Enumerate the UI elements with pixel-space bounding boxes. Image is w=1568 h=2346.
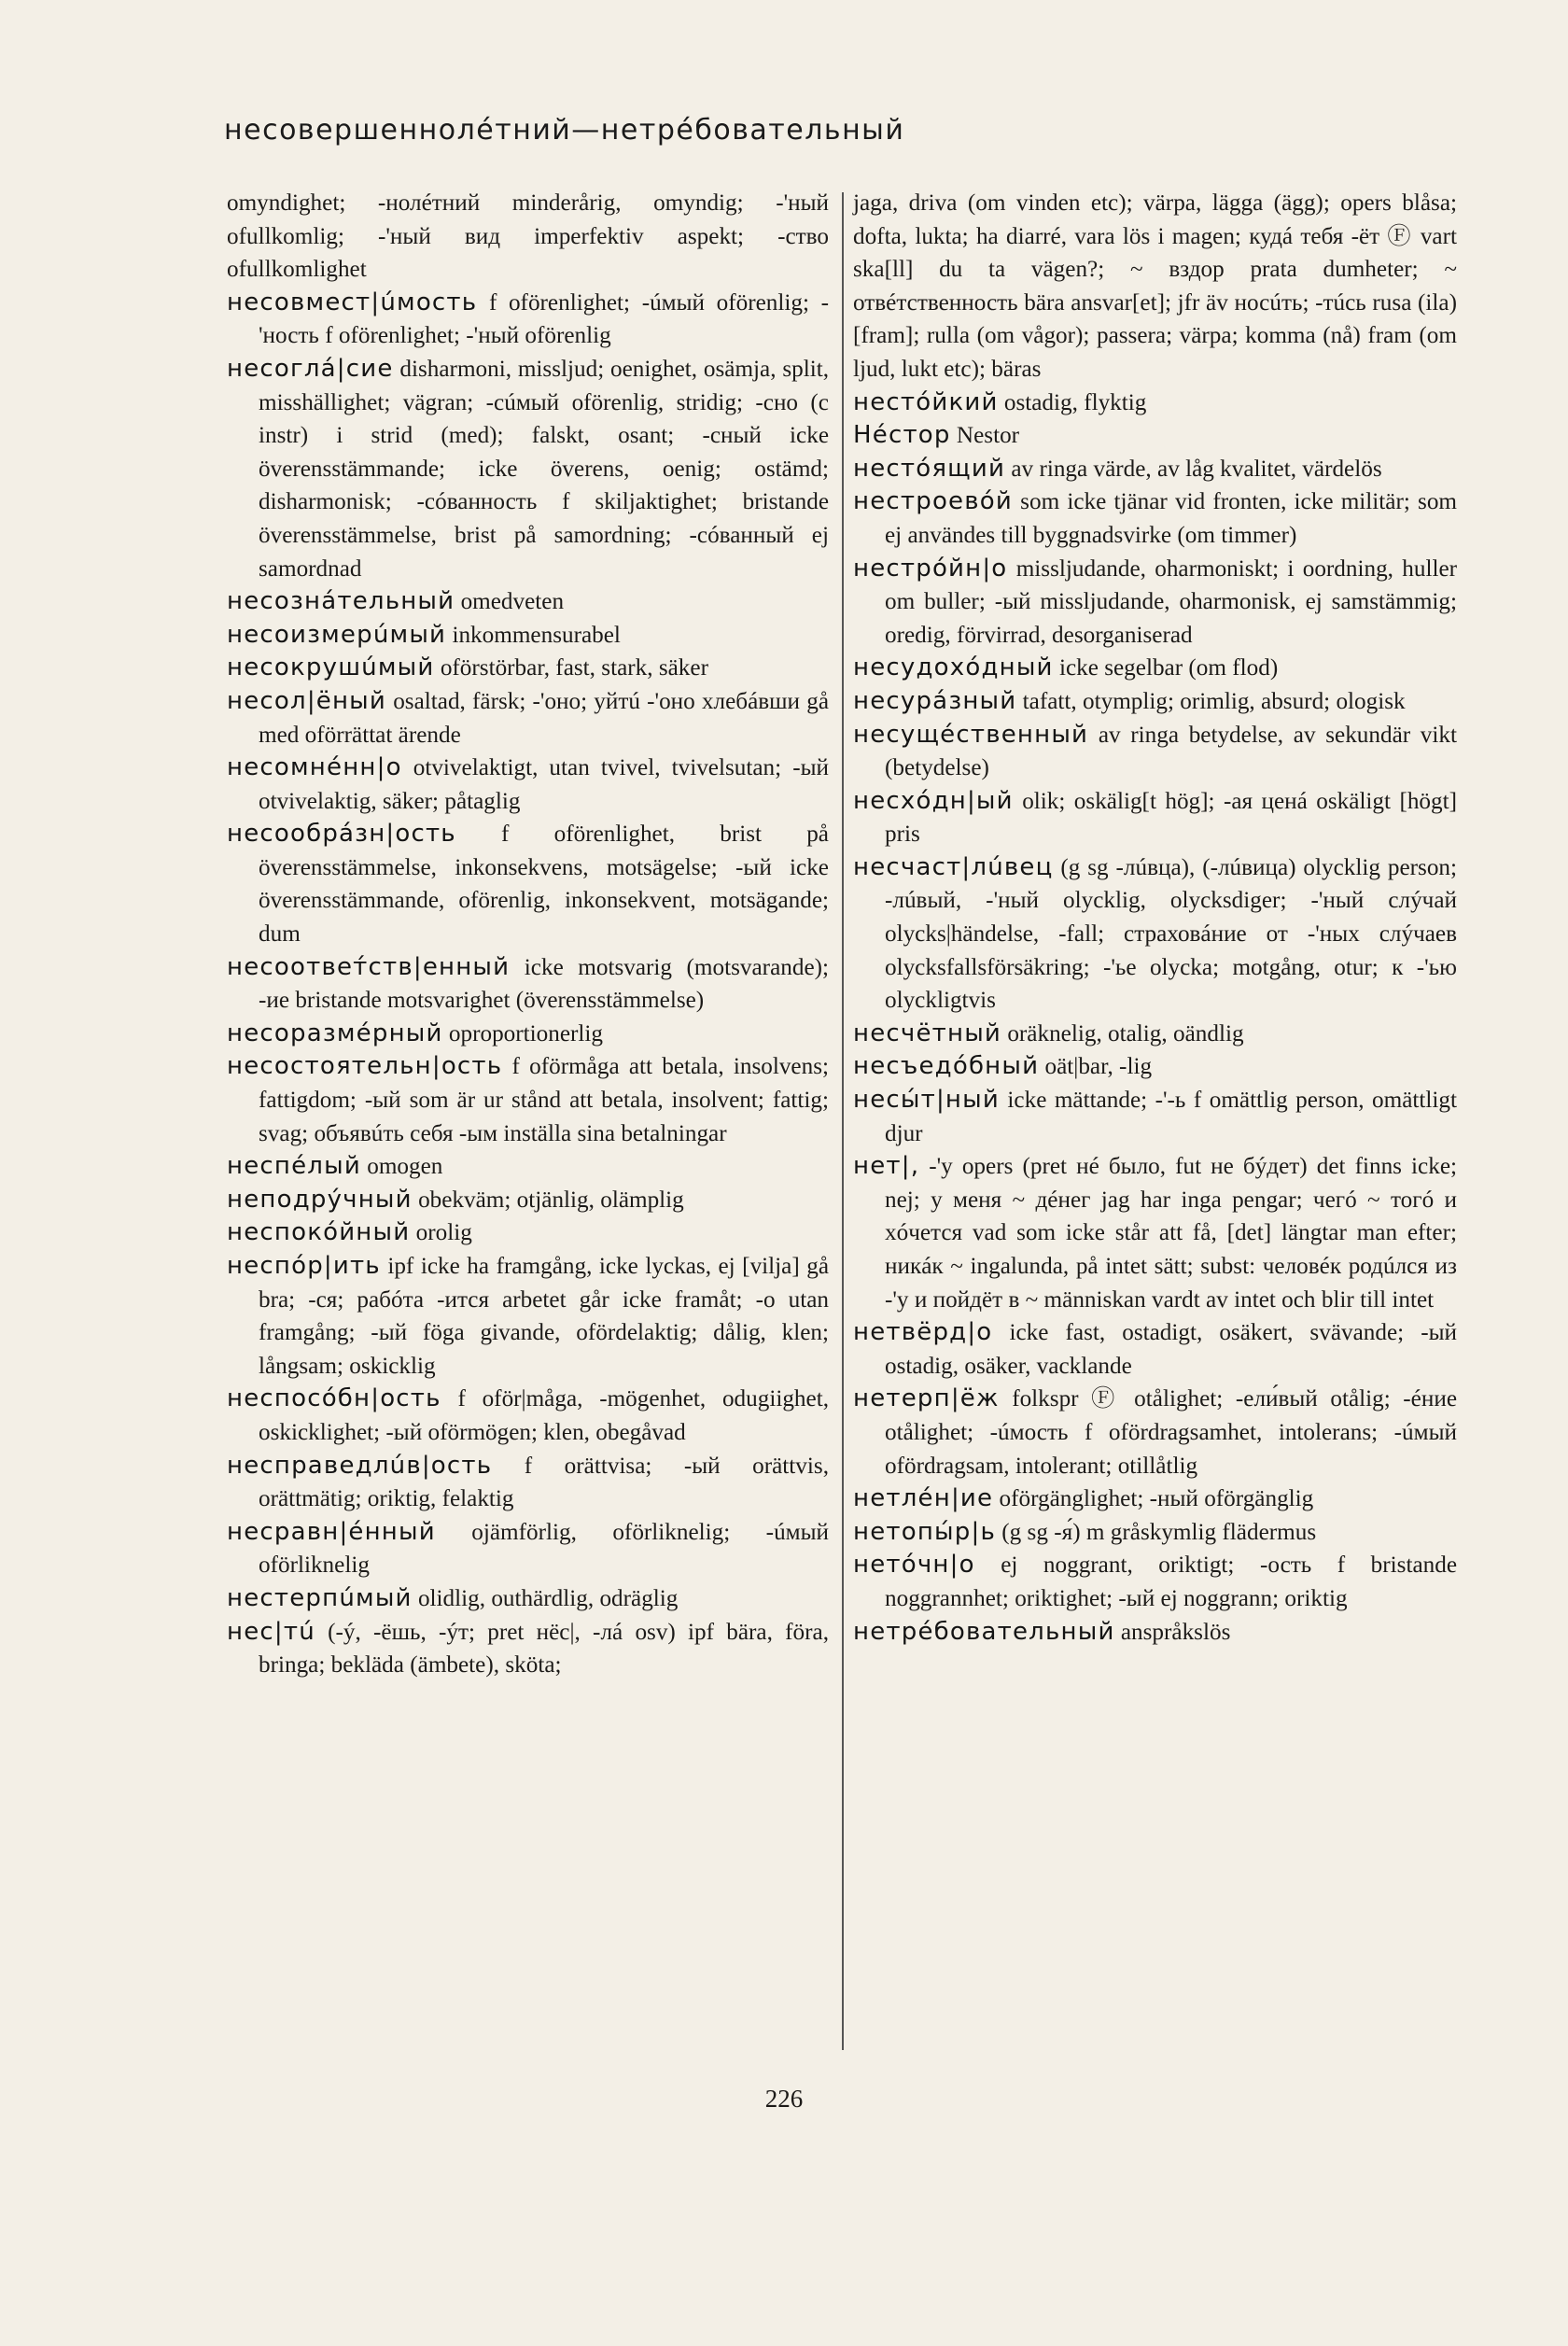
dictionary-entry <box>853 1018 1457 1051</box>
entry-definition: oförstörbar, fast, stark, säker <box>440 655 708 681</box>
dictionary-entry <box>227 652 829 685</box>
dictionary-entry <box>853 1084 1457 1150</box>
entry-definition: av ringa värde, av låg kvalitet, värdelös <box>1011 456 1382 482</box>
entry-definition: missljudande, oharmoniskt; i oordning, huller om buller; -ый missljudande, oharmonisk, ej samstämmig; oredig, förvirrad, desorganiserad <box>885 555 1458 648</box>
dictionary-entry <box>227 752 829 818</box>
entry-definition: icke segelbar (om flod) <box>1058 655 1279 681</box>
entry-headword: несовмест|úмость <box>227 288 478 316</box>
entry-definition: osaltad, färsk; -'оно; уйтú -'оно хлебáвши gå med oförrättat ärende <box>259 688 829 748</box>
entry-definition: ipf icke ha framgång, icke lyckas, ej [vilja] gå bra; -ся; рабóта -ится arbetet går icke framåt; -о utan framgång; -ый föga givande, ofördelaktig; dålig, klen; långsam; oskicklig <box>259 1254 830 1379</box>
dictionary-entry <box>853 1050 1457 1084</box>
left-column <box>227 187 829 1682</box>
entry-headword: несоразмéрный <box>227 1018 443 1047</box>
dictionary-entry <box>227 353 829 585</box>
entry-definition: (g sg -лúвца), (-лúвица) olycklig person; -лúвый, -'ный olycklig, olycksdiger; -'ный слýчай olycks|händelse, -fall; страховáние от -'ных слýчаев olycksfallsförsäkring; -'ье olycka; motgång, otur; к -'ью olyckligtvis <box>885 854 1458 1014</box>
entry-definition: (g sg -я́) m gråskymlig flädermus <box>1001 1519 1317 1545</box>
dictionary-entry <box>227 818 829 950</box>
dictionary-entry <box>227 187 829 287</box>
entry-definition: f orättvisa; -ый orättvis, orättmätig; oriktig, felaktig <box>259 1453 829 1512</box>
dictionary-entry <box>853 1616 1457 1650</box>
dictionary-entry <box>853 1549 1457 1615</box>
entry-headword: нес|тú <box>227 1617 315 1646</box>
entry-headword: неспосóбн|ость <box>227 1384 441 1413</box>
dictionary-entry <box>227 1616 829 1682</box>
entry-definition: -'у opers (pret нé было, fut не бýдет) det finns icke; nej; у меня ~ дéнег jag har inga pengar; чегó ~ тогó и хóчется vad som icke står att få, [det] längtar man efter; никáк ~ ingalunda, på intet sätt; subst: человéк родúлся из -'у и пойдёт в ~ människan vardt av intet och blir till intet <box>885 1154 1457 1313</box>
entry-headword: нестроевóй <box>853 487 1013 516</box>
entry-headword: нетлéн|ие <box>853 1484 994 1513</box>
entry-definition: orolig <box>415 1220 472 1246</box>
entry-definition: olik; oskälig[t hög]; -ая ценá oskäligt [högt] pris <box>885 788 1458 848</box>
entry-headword: неспéлый <box>227 1152 361 1181</box>
entry-definition: omyndighet; -нолéтний minderårig, omyndig; -'ный ofullkomlig; -'ный вид imperfektiv aspekt; -ство ofullkomlighet <box>227 190 829 283</box>
entry-definition: anspråkslös <box>1120 1619 1231 1645</box>
entry-definition: icke fast, ostadigt, osäkert, svävande; -ый ostadig, osäker, vacklande <box>885 1320 1457 1379</box>
dictionary-entry <box>853 187 1457 386</box>
dictionary-entry <box>853 386 1457 420</box>
dictionary-entry <box>227 1250 829 1383</box>
entry-definition: icke motsvarig (motsvarande); -ие bristande motsvarighet (överensstämmelse) <box>259 954 830 1014</box>
entry-headword: несомнéнн|о <box>227 753 402 782</box>
entry-definition: oproportionerlig <box>448 1020 603 1047</box>
entry-definition: ej noggrant, oriktigt; -ость f bristande noggrannhet; oriktighet; -ый ej noggrann; oriktig <box>885 1552 1457 1611</box>
entry-headword: несправедлúв|ость <box>227 1451 493 1480</box>
dictionary-entry <box>853 1516 1457 1550</box>
entry-headword: нетерп|ёж <box>853 1384 1000 1413</box>
entry-definition: f oförenlighet; -úмый oförenlig; -'ность f oförenlighet; -'ный oförenlig <box>259 289 830 349</box>
dictionary-entry <box>227 685 829 752</box>
entry-headword: несол|ёный <box>227 686 386 715</box>
entry-headword: несоизмерúмый <box>227 620 447 649</box>
dictionary-entry <box>227 1216 829 1250</box>
dictionary-entry <box>853 1383 1457 1482</box>
dictionary-entry <box>853 1150 1457 1316</box>
dictionary-entry <box>853 1482 1457 1516</box>
entry-definition: folkspr Ⓕ otålighet; -ели́вый otålig; -éние otålighet; -úмость f ofördragsamhet, intolerans; -úмый ofördragsam, intolerant; otillåtlig <box>885 1386 1457 1479</box>
entry-headword: нетрéбовательный <box>853 1617 1115 1646</box>
entry-headword: несущéственный <box>853 720 1089 749</box>
dictionary-entry <box>227 619 829 653</box>
dictionary-entry <box>853 553 1457 653</box>
dictionary-entry <box>227 1516 829 1582</box>
entry-headword: несравн|éнный <box>227 1517 436 1546</box>
entry-definition: obekväm; otjänlig, olämplig <box>418 1187 684 1213</box>
dictionary-entry <box>227 585 829 619</box>
right-column <box>853 187 1457 1649</box>
entry-headword: несостоятельн|ость <box>227 1052 503 1081</box>
entry-headword: неспокóйный <box>227 1218 411 1247</box>
entry-definition: tafatt, otymplig; orimlig, absurd; ologisk <box>1022 688 1406 714</box>
entry-headword: нестрóйн|о <box>853 554 1008 583</box>
entry-definition: omogen <box>367 1154 443 1180</box>
entry-definition: oförgänglighet; -ный oförgänglig <box>999 1486 1314 1512</box>
entry-definition: ostadig, flyktig <box>1003 389 1147 415</box>
dictionary-entry <box>227 1018 829 1051</box>
dictionary-entry <box>227 1383 829 1449</box>
dictionary-entry <box>853 785 1457 851</box>
entry-definition: omedveten <box>460 589 565 615</box>
dictionary-entry <box>227 287 829 353</box>
entry-headword: неподрýчный <box>227 1185 413 1214</box>
entry-headword: несудохóдный <box>853 653 1054 682</box>
entry-headword: нестерпúмый <box>227 1583 413 1612</box>
entry-definition: f oförmåga att betala, insolvens; fattigdom; -ый som är ur stånd att betala, insolvent; fattig; svag; объявúть себя -ым inställa sina betalningar <box>259 1054 830 1146</box>
entry-definition: jaga, driva (om vinden etc); värpa, lägga (ägg); opers blåsa; dofta, lukta; ha diarré, vara lös i magen; кудá тебя -ёт Ⓕ vart ska[ll] du ta vägen?; ~ вздор prata dumheter; ~ отвéтственность bära ansvar[et]; jfr äv носúть; -тúсь rusa (ila) [fram]; rulla (om vågor); passera; värpa; komma (nå) fram (om ljud, lukt etc); bäras <box>853 190 1457 382</box>
entry-headword: нестóйкий <box>853 387 999 416</box>
dictionary-entry <box>227 1184 829 1217</box>
entry-headword: несоглá|сие <box>227 354 394 383</box>
entry-definition: oät|bar, -lig <box>1044 1054 1153 1080</box>
entry-headword: несокрушúмый <box>227 653 435 682</box>
dictionary-entry <box>227 951 829 1018</box>
entry-headword: несъедóбный <box>853 1052 1040 1081</box>
entry-headword: нетопы́р|ь <box>853 1517 996 1546</box>
running-head: несовершеннолéтний—нетрéбовательный <box>224 114 905 147</box>
page-number: 226 <box>764 2085 804 2113</box>
dictionary-entry <box>853 652 1457 685</box>
dictionary-entry <box>227 1150 829 1184</box>
entry-headword: нестóящий <box>853 454 1006 483</box>
entry-definition: otvivelaktigt, utan tvivel, tvivelsutan; -ый otvivelaktig, säker; påtaglig <box>259 755 829 814</box>
entry-definition: av ringa betydelse, av sekundär vikt (betydelse) <box>885 722 1457 781</box>
entry-headword: несы́т|ный <box>853 1086 1000 1115</box>
dictionary-entry <box>227 1050 829 1150</box>
entry-headword: несурáзный <box>853 686 1017 715</box>
entry-definition: olidlig, outhärdlig, odräglig <box>417 1585 679 1611</box>
entry-definition: Nestor <box>956 423 1020 449</box>
entry-headword: неспóр|ить <box>227 1252 381 1280</box>
entry-headword: Нéстор <box>853 421 951 450</box>
column-divider <box>842 192 844 2050</box>
entry-headword: несчаст|лúвец <box>853 852 1054 881</box>
dictionary-entry <box>227 1450 829 1516</box>
entry-definition: f oförenlighet, brist på överensstämmelse, inkonsekvens, motsägelse; -ый icke överensstämmande, oförenlig, inkonsekvent, motsägande; dum <box>259 822 829 948</box>
dictionary-entry <box>853 1316 1457 1383</box>
dictionary-entry <box>227 1582 829 1616</box>
entry-headword: несхóдн|ый <box>853 786 1014 815</box>
entry-headword: несоответ́ств|енный <box>227 952 511 981</box>
entry-headword: несообрáзн|ость <box>227 820 456 849</box>
entry-definition: disharmoni, missljud; oenighet, osämja, split, misshällighet; vägran; -сúмый oförenlig, stridig; -сно (с instr) i strid (med); falskt, osant; -сный icke överensstämmande; icke överens, oenig; ostämd; disharmonisk; -сóванность f skiljaktighet; bristande överensstämmelse, brist på samordning; -сóванный ej samordnad <box>259 356 830 582</box>
entry-definition: inkommensurabel <box>452 622 621 648</box>
entry-definition: som icke tjänar vid fronten, icke militär; som ej användes till byggnadsvirke (om timmer) <box>885 489 1458 548</box>
entry-definition: (-ý, -ёшь, -ýт; pret нёс|, -лá osv) ipf bära, föra, bringa; bekläda (ämbete), sköta; <box>259 1619 829 1679</box>
entry-headword: нетóчн|о <box>853 1551 975 1580</box>
entry-definition: oräknelig, otalig, oändlig <box>1007 1020 1244 1047</box>
entry-definition: ojämförlig, oförliknelig; -úмый oförliknelig <box>259 1519 829 1579</box>
entry-headword: нетвёрд|о <box>853 1318 993 1347</box>
dictionary-entry <box>853 419 1457 453</box>
entry-definition: f oför|måga, -mögenhet, odugiighet, oskicklighet; -ый oförmögen; klen, obegåvad <box>259 1386 829 1445</box>
entry-definition: icke mättande; -'-ь f omättlig person, omättligt djur <box>885 1088 1458 1146</box>
dictionary-entry <box>853 485 1457 552</box>
entry-headword: несчётный <box>853 1018 1002 1047</box>
dictionary-entry <box>853 851 1457 1018</box>
entry-headword: несознáтельный <box>227 587 455 616</box>
dictionary-entry <box>853 453 1457 486</box>
dictionary-entry <box>853 685 1457 719</box>
entry-headword: нет|, <box>853 1152 920 1181</box>
dictionary-entry <box>853 719 1457 785</box>
